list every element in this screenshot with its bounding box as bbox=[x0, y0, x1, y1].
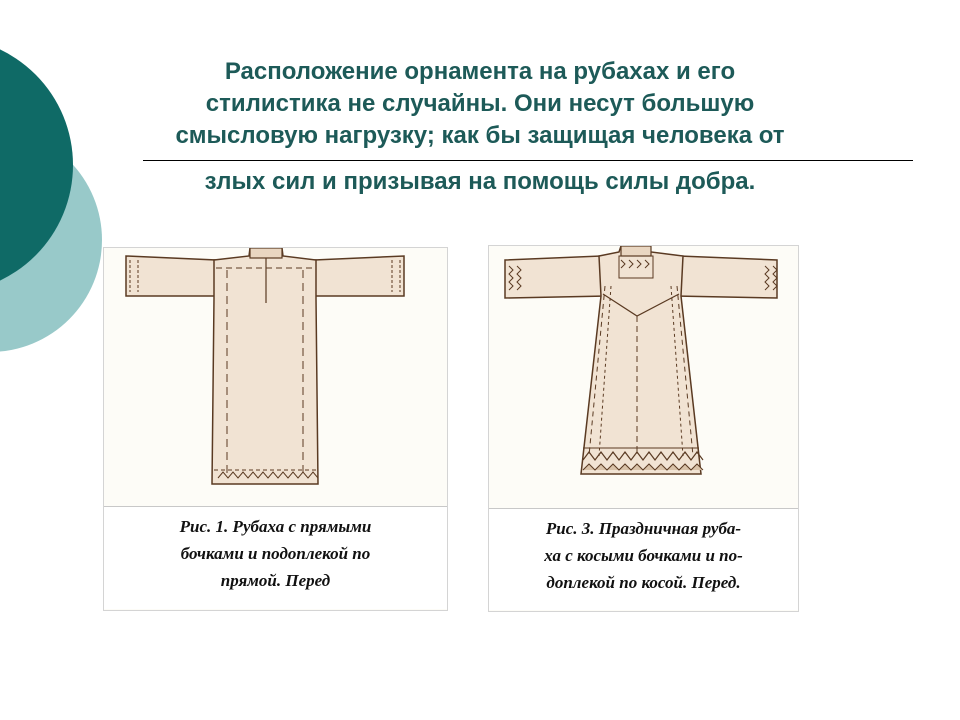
figure-2-caption-line-1: Рис. 3. Праздничная руба- bbox=[545, 519, 742, 538]
slide-title bbox=[90, 56, 870, 198]
shirt-2-illustration bbox=[489, 246, 798, 508]
figure-2-caption bbox=[489, 508, 798, 610]
figure-2-caption-line-2: ха с косыми бочками и по- bbox=[544, 546, 743, 565]
figure-1-caption-line-3: прямой. Перед bbox=[220, 571, 331, 590]
figure-1 bbox=[103, 247, 448, 611]
shirt-1-collar bbox=[250, 248, 282, 258]
figure-1-caption-line-1: Рис. 1. Рубаха с прямыми bbox=[179, 517, 372, 536]
shirt-1-body bbox=[212, 248, 318, 484]
shirt-2-collar bbox=[621, 246, 651, 256]
shirt-1-right-sleeve bbox=[314, 256, 404, 296]
shirt-2-right-sleeve bbox=[675, 256, 777, 298]
shirt-1-left-sleeve bbox=[126, 256, 216, 296]
figure-1-caption bbox=[104, 506, 447, 609]
figure-2-caption-line-3: доплекой по косой. Перед. bbox=[546, 573, 741, 592]
title-line-4: злых сил и призывая на помощь силы добра. bbox=[204, 168, 756, 195]
shirt-1-illustration bbox=[104, 248, 447, 506]
title-underline bbox=[143, 160, 913, 161]
figure-1-caption-line-2: бочками и подоплекой по bbox=[180, 544, 371, 563]
figure-2 bbox=[488, 245, 799, 612]
title-line-3: смысловую нагрузку; как бы защищая человека от bbox=[175, 122, 785, 149]
title-line-2: стилистика не случайны. Они несут большую bbox=[205, 90, 755, 117]
title-line-1: Расположение орнамента на рубахах и его bbox=[224, 58, 736, 85]
